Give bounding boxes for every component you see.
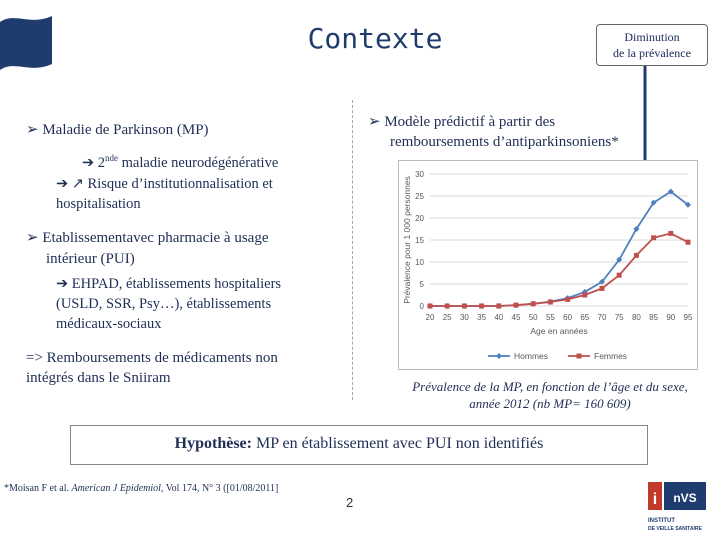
x-tick-label: 50: [528, 313, 538, 322]
x-tick-label: 95: [683, 313, 693, 322]
conclusion-line1: => Remboursements de médicaments non: [26, 350, 278, 366]
y-tick-label: 10: [415, 258, 424, 267]
sub-bullet-text-line2: (USLD, SSR, Psy…), établissements: [56, 296, 272, 312]
data-point-femmes: [548, 300, 553, 305]
bullet-text-line1: Modèle prédictif à partir des: [384, 114, 556, 130]
x-axis-label: Age en années: [530, 326, 588, 336]
bullet-pharmacy: [26, 228, 356, 270]
footnote: [4, 483, 344, 494]
bullet-parkinson: [26, 120, 209, 139]
x-tick-label: 90: [666, 313, 676, 322]
slide-title: Contexte: [307, 22, 443, 55]
x-tick-label: 75: [614, 313, 624, 322]
legend-marker: [577, 354, 582, 359]
x-tick-label: 35: [477, 313, 487, 322]
right-arrow-icon: ➔: [82, 154, 98, 171]
conclusion-line2: intégrés dans le Sniiram: [26, 370, 171, 386]
sub-bullet-text-line1: EHPAD, établissements hospitaliers: [71, 276, 282, 292]
bullet-model: [368, 112, 708, 152]
footnote-journal: American J Epidemiol: [71, 483, 161, 494]
bullet-arrow-icon: ➢: [26, 230, 43, 246]
ordinal-number: 2: [97, 154, 106, 171]
bullet-text: Maladie de Parkinson (MP): [42, 122, 209, 138]
chart-grid: [399, 161, 698, 370]
conclusion-text: [26, 348, 356, 388]
x-tick-label: 70: [597, 313, 607, 322]
data-point-femmes: [617, 273, 622, 278]
sub-bullet-second-disease: [82, 148, 278, 173]
hypothesis-box: [70, 425, 648, 465]
footnote-authors: *Moisan F et al.: [4, 483, 72, 494]
logo-letters: nVS: [673, 491, 697, 505]
y-axis-label: Prévalence pour 1 000 personnes: [402, 176, 412, 304]
hypothesis-text: MP en établissement avec PUI non identifiés: [251, 435, 544, 452]
sub-bullet-ehpad: [56, 274, 356, 334]
legend-label: Femmes: [594, 351, 628, 361]
right-arrow-icon: ➔: [56, 176, 72, 192]
hypothesis-label: Hypothèse:: [174, 435, 252, 452]
data-point-femmes: [600, 286, 605, 291]
bullet-text-line2: remboursements d’antiparkinsoniens*: [390, 134, 619, 150]
sub-bullet-text-line1: ↗ Risque d’institutionnalisation et: [71, 176, 273, 192]
x-tick-label: 40: [494, 313, 504, 322]
x-tick-label: 30: [459, 313, 469, 322]
logo-letter-i: i: [652, 491, 658, 508]
data-point-femmes: [462, 304, 467, 309]
callout-line-2: de la prévalence: [613, 46, 691, 60]
data-point-femmes: [686, 240, 691, 245]
y-tick-label: 15: [415, 236, 424, 245]
y-tick-label: 25: [415, 192, 424, 201]
data-point-femmes: [634, 253, 639, 258]
y-tick-label: 30: [415, 170, 424, 179]
prevalence-chart: [398, 160, 698, 370]
sub-bullet-text: maladie neurodégénérative: [118, 154, 279, 171]
x-tick-label: 55: [545, 313, 555, 322]
chart-caption: [380, 378, 720, 412]
data-point-femmes: [582, 293, 587, 298]
x-tick-label: 20: [425, 313, 435, 322]
column-divider: [352, 100, 353, 400]
flag-logo: [0, 8, 52, 76]
right-arrow-icon: ➔: [56, 276, 72, 292]
caption-line2: année 2012 (nb MP= 160 609): [469, 396, 631, 411]
ordinal-suffix: nde: [105, 153, 119, 163]
data-point-femmes: [565, 297, 570, 302]
bullet-text-line2: intérieur (PUI): [46, 251, 135, 267]
y-tick-label: 0: [419, 302, 424, 311]
legend-label: Hommes: [514, 351, 549, 361]
x-tick-label: 60: [563, 313, 573, 322]
x-tick-label: 45: [511, 313, 521, 322]
bullet-arrow-icon: ➢: [368, 114, 385, 130]
callout-line-1: Diminution: [624, 30, 680, 44]
y-tick-label: 20: [415, 214, 424, 223]
caption-line1: Prévalence de la MP, en fonction de l’âge et du sexe,: [412, 379, 688, 394]
bullet-text-line1: Etablissementavec pharmacie à usage: [42, 230, 269, 246]
x-tick-label: 25: [442, 313, 452, 322]
data-point-femmes: [514, 303, 519, 308]
page-number: 2: [346, 495, 354, 510]
sub-bullet-text-line3: médicaux-sociaux: [56, 316, 162, 332]
bullet-arrow-icon: ➢: [26, 122, 43, 138]
footnote-volume: , Vol 174, N° 3 ([01/08/2011]: [160, 483, 279, 494]
data-point-femmes: [531, 301, 536, 306]
data-point-femmes: [496, 304, 501, 309]
data-point-femmes: [428, 304, 433, 309]
x-tick-label: 65: [580, 313, 590, 322]
logo-text-line1: INSTITUT: [648, 518, 675, 524]
y-tick-label: 5: [419, 280, 424, 289]
logo-text-line2: DE VEILLE SANITAIRE: [648, 526, 702, 532]
x-tick-label: 85: [649, 313, 659, 322]
chart-frame: [399, 161, 698, 370]
data-point-femmes: [651, 235, 656, 240]
data-point-femmes: [668, 231, 673, 236]
sub-bullet-risk: [56, 174, 346, 214]
data-point-femmes: [479, 304, 484, 309]
x-tick-label: 80: [631, 313, 641, 322]
sub-bullet-text-line2: hospitalisation: [56, 196, 141, 212]
data-point-femmes: [445, 304, 450, 309]
invs-logo: [642, 480, 712, 538]
